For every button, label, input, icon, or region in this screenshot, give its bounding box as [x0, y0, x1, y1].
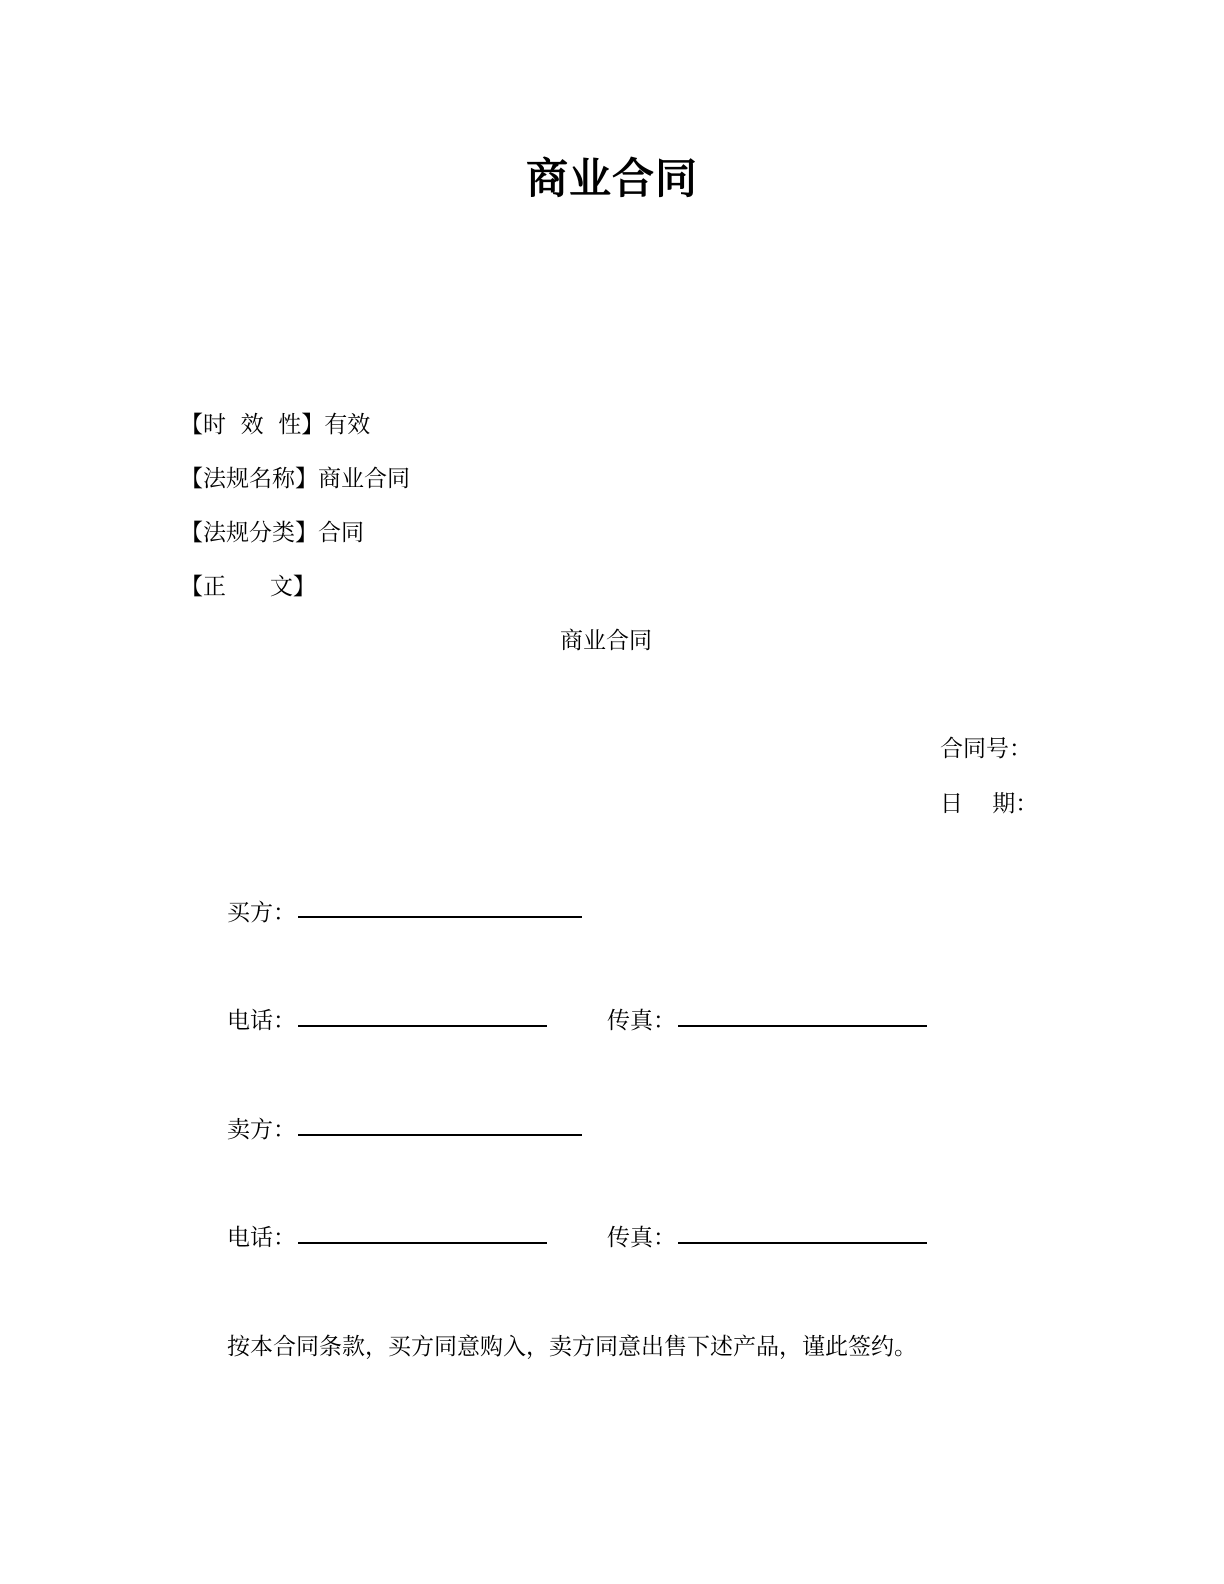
seller-phone-input-line[interactable]: [298, 1242, 547, 1244]
meta-value: 商业合同: [318, 466, 410, 492]
seller-input-line[interactable]: [298, 1134, 582, 1136]
buyer-fax-label: 传真：: [607, 1008, 676, 1034]
buyer-label: 买方：: [227, 900, 296, 926]
meta-label: 【时 效 性】: [180, 412, 325, 438]
meta-label: 【正 文】: [180, 574, 316, 600]
agreement-statement: 按本合同条款，买方同意购入，卖方同意出售下述产品，谨此签约。: [227, 1334, 917, 1360]
meta-regulation-category: [180, 514, 364, 547]
buyer-input-line[interactable]: [298, 916, 582, 918]
meta-body: [180, 568, 316, 601]
contract-number-label: 合同号：: [940, 736, 1032, 762]
seller-label: 卖方：: [227, 1117, 296, 1143]
buyer-phone-input-line[interactable]: [298, 1025, 547, 1027]
meta-validity: [180, 406, 370, 439]
meta-value: 有效: [324, 412, 371, 438]
meta-label: 【法规名称】: [180, 466, 318, 492]
seller-fax-input-line[interactable]: [678, 1242, 927, 1244]
date-label: 日 期：: [940, 791, 1039, 817]
meta-value: 合同: [318, 520, 364, 546]
seller-fax-label: 传真：: [607, 1225, 676, 1251]
document-title: 商业合同: [525, 154, 698, 203]
meta-label: 【法规分类】: [180, 520, 318, 546]
contract-subtitle: 商业合同: [560, 628, 652, 654]
seller-phone-label: 电话：: [227, 1225, 296, 1251]
meta-regulation-name: [180, 460, 410, 493]
buyer-phone-label: 电话：: [227, 1008, 296, 1034]
buyer-fax-input-line[interactable]: [678, 1025, 927, 1027]
